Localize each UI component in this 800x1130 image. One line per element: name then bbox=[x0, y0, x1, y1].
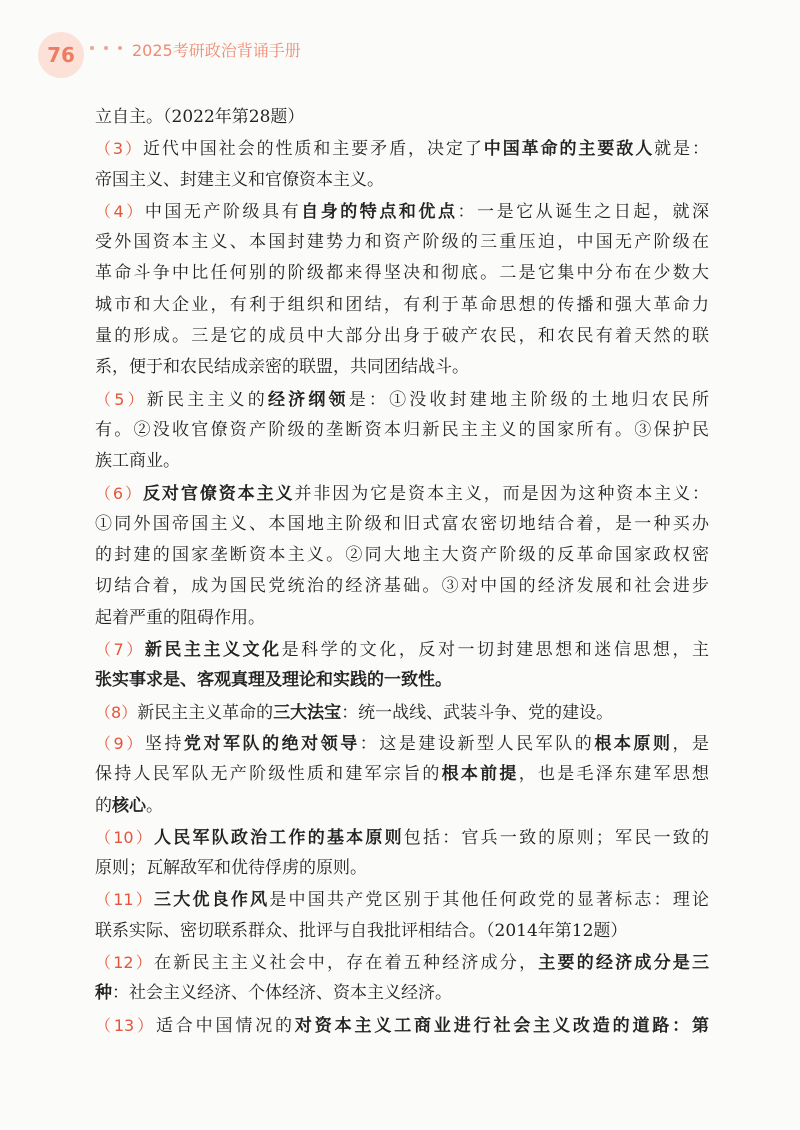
text-segment: 坚持 bbox=[144, 733, 184, 754]
text-line bbox=[95, 603, 709, 634]
bold-keyword: 三大优良作风 bbox=[154, 890, 270, 911]
bold-keyword: 经济纲领 bbox=[267, 389, 349, 410]
book-title: 2025考研政治背诵手册 bbox=[132, 41, 301, 60]
text-segment: ：一是它从诞生之日起，就深 bbox=[457, 201, 709, 222]
bold-keyword: 党对军队的绝对领导 bbox=[183, 733, 360, 754]
item-number: （12） bbox=[95, 953, 155, 973]
text-line bbox=[95, 352, 709, 383]
text-segment: 是科学的文化，反对一切封建思想和迷信思想，主 bbox=[281, 640, 709, 661]
text-segment: 有。②没收官僚资产阶级的垄断资本归新民主主义的国家所有。③保护民 bbox=[95, 419, 709, 440]
text-segment: 立自主。（2022年第28题） bbox=[95, 107, 305, 127]
text-segment: ，是 bbox=[672, 733, 709, 754]
item-number: （7） bbox=[95, 640, 145, 660]
text-line bbox=[95, 384, 709, 415]
text-segment: ，也是毛泽东建军思想 bbox=[518, 764, 709, 785]
text-line bbox=[95, 759, 709, 790]
text-segment: ：统一战线、武装斗争、党的建设。 bbox=[341, 702, 614, 723]
item-number: （6） bbox=[95, 483, 143, 503]
text-segment: 并非因为它是资本主义，而是因为这种资本主义： bbox=[294, 483, 709, 504]
text-segment: 的 bbox=[95, 795, 112, 816]
bold-keyword: 核心 bbox=[112, 795, 146, 816]
item-number: （4） bbox=[95, 201, 145, 221]
text-segment: 近代中国社会的性质和主要矛盾，决定了 bbox=[142, 139, 484, 160]
text-line bbox=[95, 102, 709, 133]
bold-keyword: 根本前提 bbox=[441, 764, 519, 785]
dot-icon bbox=[90, 46, 94, 50]
text-segment: 切结合着，成为国民党统治的经济基础。③对中国的经济发展和社会进步 bbox=[95, 576, 709, 597]
bold-keyword: 自身的特点和优点 bbox=[301, 201, 458, 222]
text-segment: 受外国资本主义、本国封建势力和资产阶级的三重压迫，中国无产阶级在 bbox=[95, 232, 709, 253]
text-line bbox=[95, 916, 709, 947]
text-segment: 原则；瓦解敌军和优待俘虏的原则。 bbox=[95, 858, 367, 879]
text-line bbox=[95, 884, 709, 915]
text-line bbox=[95, 571, 709, 602]
text-segment: 城市和大企业，有利于组织和团结，有利于革命思想的传播和强大革命力 bbox=[95, 294, 709, 315]
dots-ornament bbox=[90, 46, 122, 50]
text-segment: ：社会主义经济、个体经济、资本主义经济。 bbox=[112, 983, 452, 1004]
dot-icon bbox=[104, 46, 108, 50]
text-line bbox=[95, 258, 709, 289]
bold-keyword: 三大法宝 bbox=[273, 702, 342, 723]
text-line bbox=[95, 540, 709, 571]
item-number: （10） bbox=[95, 827, 155, 847]
item-number: （3） bbox=[95, 139, 143, 159]
text-segment: ：这是建设新型人民军队的 bbox=[359, 733, 595, 754]
text-segment: 中国无产阶级具有 bbox=[144, 201, 302, 222]
item-number: （13） bbox=[95, 1015, 156, 1035]
text-segment: 。 bbox=[146, 795, 163, 816]
bold-keyword: 主要的经济成分是三 bbox=[538, 953, 709, 974]
text-line bbox=[95, 947, 709, 978]
text-line bbox=[95, 853, 709, 884]
text-line bbox=[95, 1010, 709, 1041]
page-body bbox=[95, 102, 709, 1041]
text-segment: 的封建的国家垄断资本主义。②同大地主大资产阶级的反革命国家政权密 bbox=[95, 545, 709, 566]
text-segment: 联系实际、密切联系群众、批评与自我批评相结合。（2014年第12题） bbox=[95, 920, 628, 941]
text-segment: 新民主主义革命的 bbox=[137, 702, 274, 723]
text-line bbox=[95, 791, 709, 822]
text-segment: 系，便于和农民结成亲密的联盟，共同团结战斗。 bbox=[95, 357, 469, 378]
bold-keyword: 反对官僚资本主义 bbox=[142, 483, 295, 504]
dot-icon bbox=[118, 46, 122, 50]
text-line bbox=[95, 665, 709, 696]
bold-keyword: 根本原则 bbox=[594, 733, 673, 754]
text-segment: 是中国共产党区别于其他任何政党的显著标志：理论 bbox=[269, 890, 709, 911]
text-line bbox=[95, 478, 709, 509]
text-line bbox=[95, 978, 709, 1009]
bold-keyword: 种 bbox=[95, 983, 112, 1004]
item-number: （8） bbox=[95, 702, 138, 722]
text-segment: 量的形成。三是它的成员中大部分出身于破产农民，和农民有着天然的联 bbox=[95, 326, 709, 347]
item-number: （9） bbox=[95, 733, 145, 753]
text-line bbox=[95, 509, 709, 540]
text-line bbox=[95, 165, 709, 196]
item-number: （5） bbox=[95, 389, 147, 409]
text-line bbox=[95, 133, 709, 164]
text-segment: ①同外国帝国主义、本国地主阶级和旧式富农密切地结合着，是一种买办 bbox=[95, 513, 709, 534]
bold-keyword: 张实事求是、客观真理及理论和实践的一致性。 bbox=[95, 670, 452, 691]
text-line bbox=[95, 415, 709, 446]
item-number: （11） bbox=[95, 890, 155, 910]
text-segment: 新民主主义的 bbox=[146, 389, 268, 410]
text-line bbox=[95, 728, 709, 759]
text-segment: 起着严重的阻碍作用。 bbox=[95, 607, 265, 628]
text-line bbox=[95, 697, 709, 728]
text-line bbox=[95, 446, 709, 477]
text-line bbox=[95, 822, 709, 853]
page-number-badge: 76 bbox=[38, 32, 84, 78]
text-line bbox=[95, 634, 709, 665]
bold-keyword: 人民军队政治工作的基本原则 bbox=[154, 827, 404, 848]
bold-keyword: 新民主主义文化 bbox=[144, 640, 282, 661]
text-segment: 在新民主主义社会中，存在着五种经济成分， bbox=[154, 953, 539, 974]
text-segment: 就是： bbox=[654, 139, 709, 160]
text-line bbox=[95, 290, 709, 321]
text-segment: 适合中国情况的 bbox=[155, 1015, 295, 1036]
text-segment: 帝国主义、封建主义和官僚资本主义。 bbox=[95, 169, 384, 190]
text-segment: 包括：官兵一致的原则；军民一致的 bbox=[403, 827, 709, 848]
bold-keyword: 对资本主义工商业进行社会主义改造的道路：第 bbox=[294, 1015, 709, 1036]
text-line bbox=[95, 321, 709, 352]
text-segment: 革命斗争中比任何别的阶级都来得坚决和彻底。二是它集中分布在少数大 bbox=[95, 263, 709, 284]
text-line bbox=[95, 227, 709, 258]
text-segment: 族工商业。 bbox=[95, 451, 180, 472]
text-segment: 保持人民军队无产阶级性质和建军宗旨的 bbox=[95, 764, 442, 785]
bold-keyword: 中国革命的主要敌人 bbox=[483, 139, 655, 160]
text-line bbox=[95, 196, 709, 227]
text-segment: 是：①没收封建地主阶级的土地归农民所 bbox=[348, 389, 709, 410]
